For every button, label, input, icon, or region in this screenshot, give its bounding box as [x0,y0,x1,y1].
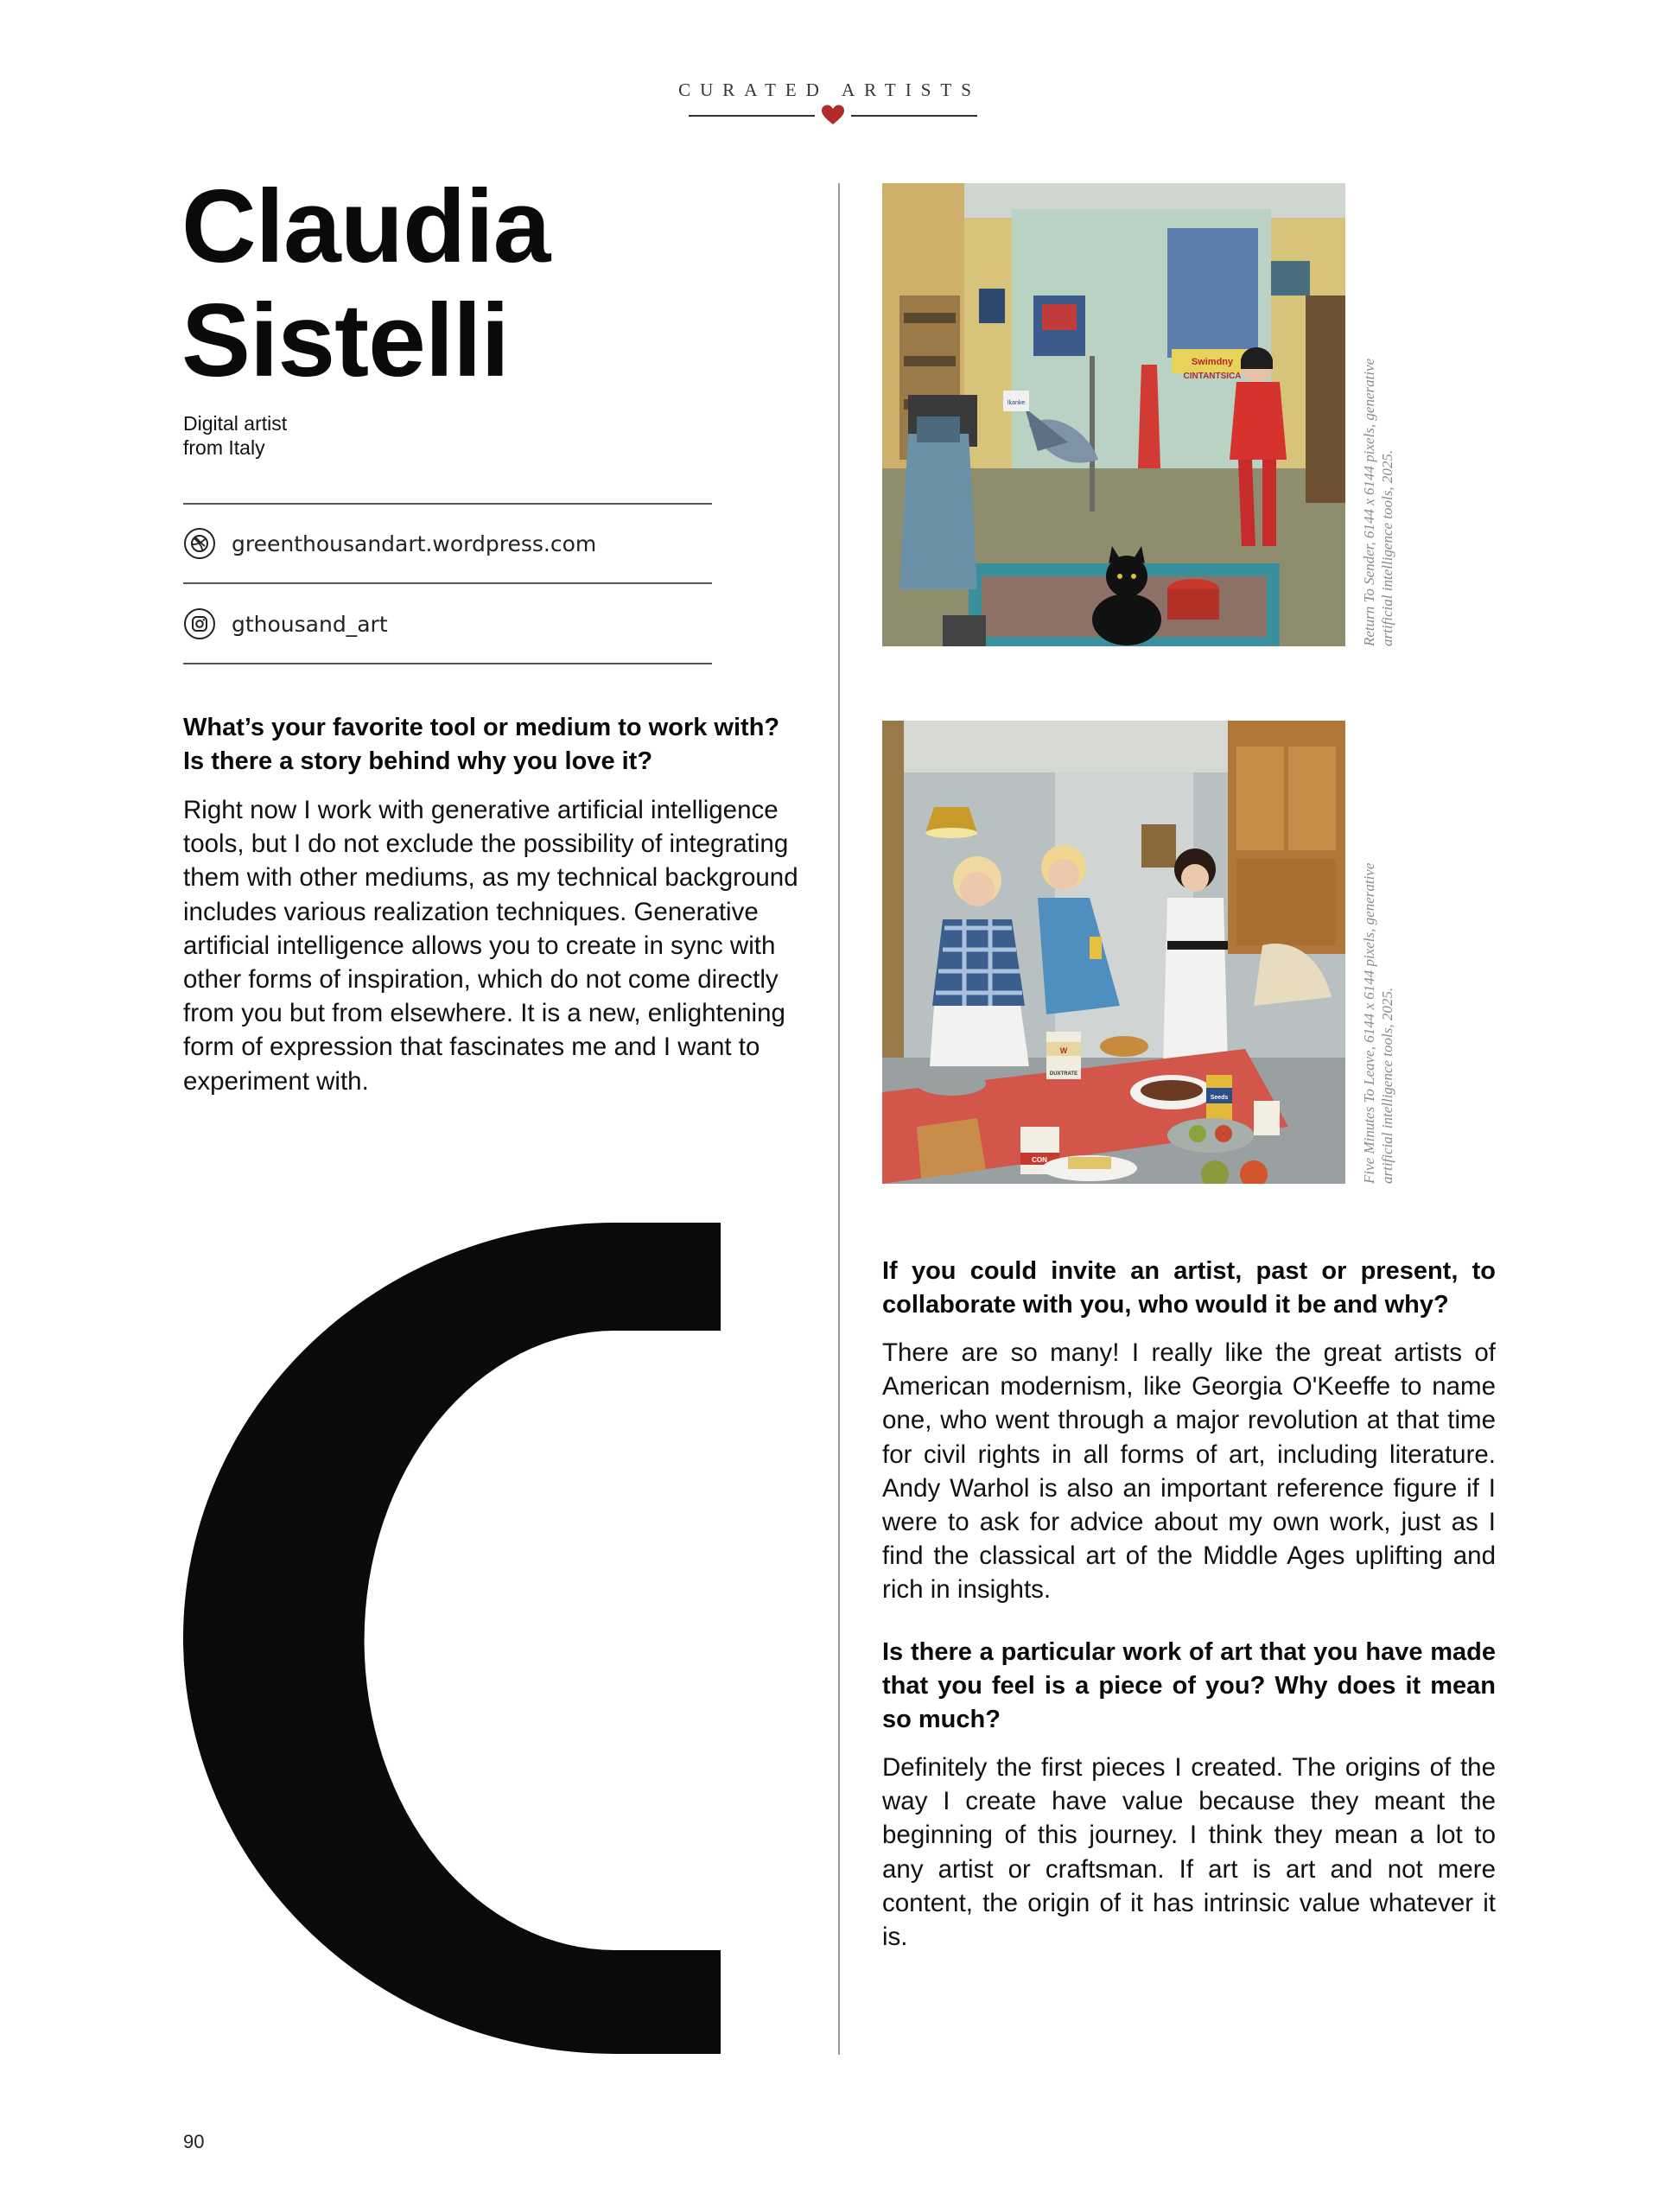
interview-answer: There are so many! I really like the great artists of American modernism, like Georgia O'Keeffe to name one, who went through a major revolution at that time for civil rights in all forms of art, including literature. Andy Warhol is also an important reference figure if I were to ask for advice about my own work, just as I find the classical art of the Middle Ages uplifting and rich in insights. [882,1338,1496,1605]
caption-line1: Five Minutes To Leave, 6144 x 6144 pixels, generative [1361,862,1377,1184]
instagram-handle: gthousand_art [232,611,388,637]
artist-first-name: Claudia [181,168,550,284]
artwork-caption [1360,301,1396,646]
drop-cap-c [183,1223,721,2054]
heart-icon [821,104,845,126]
interview-answer: Right now I work with generative artificial intelligence tools, but I do not exclude the possibility of integrating them with other mediums, as my technical background includes various realization techniques. Generative artificial intelligence allows you to create in sync with other forms of inspiration, which do not come directly from you but from elsewhere. It is a new, enlightening form of expression that fascinates me and I want to experiment with. [183,796,798,1096]
artwork-image-return-to-sender [882,183,1345,646]
artist-role-line2: from Italy [183,436,265,459]
bottle-label: Seeds [1210,1095,1229,1101]
section-label: CURATED ARTISTS [678,79,981,100]
interview-question: What’s your favorite tool or medium to work with? Is there a story behind why you love it? [183,714,780,775]
header-rule-left [689,115,815,117]
sign-text: Ikanke [1007,400,1026,406]
divider-line [183,663,712,664]
divider-line [183,503,712,505]
poster-text: CINTANTSICA [1183,372,1242,381]
artwork-caption [1360,838,1396,1184]
interview-question: If you could invite an artist, past or present, to collaborate with you, who would it be and why? [882,1257,1496,1319]
caption-line1: Return To Sender, 6144 x 6144 pixels, generative [1361,358,1377,646]
website-text: greenthousandart.wordpress.com [232,531,597,556]
website-link[interactable] [183,524,596,563]
interview-answer: Definitely the first pieces I created. The origins of the way I create have value because they meant the beginning of this journey. I think they mean a lot to any artist or craftsman. If art is art and not mere content, the origin of it has intrinsic value whatever it is. [882,1753,1496,1952]
interview-question: Is there a particular work of art that you have made that you feel is a piece of you? Why does it mean so much? [882,1638,1496,1733]
column-divider [838,183,840,2055]
can-label: CON [1032,1156,1047,1164]
poster-text: Swimdny [1191,357,1234,367]
artist-role-line1: Digital artist [183,412,288,435]
caption-line2: artificial intelligence tools, 2025. [1379,987,1395,1184]
header-rule-right [851,115,977,117]
dribbble-icon [183,527,216,560]
artist-role [183,411,287,460]
page-number: 90 [183,2131,205,2152]
instagram-icon [183,607,216,640]
artist-name [181,169,550,397]
divider-line [183,582,712,584]
jar-label: W [1059,1046,1068,1055]
instagram-link[interactable] [183,605,388,643]
caption-line2: artificial intelligence tools, 2025. [1379,449,1395,646]
jar-label: DUXTRATE [1049,1071,1078,1077]
artwork-image-five-minutes-to-leave [882,721,1345,1184]
artist-last-name: Sistelli [181,283,509,398]
